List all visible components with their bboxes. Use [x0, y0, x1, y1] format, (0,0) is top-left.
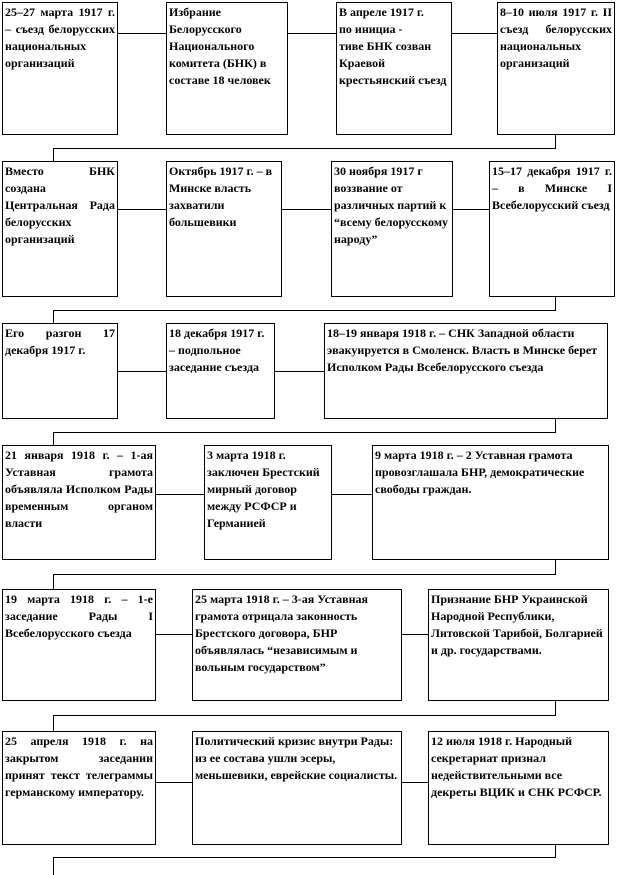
connector-r1-2 — [288, 33, 336, 34]
event-box-all-belarusian-congress: 15–17 декабря 1917 г. – в Минске I Всебелорусский съезд — [489, 161, 615, 297]
event-box-third-charter: 25 марта 1918 г. – 3-ая Уставная грамота отрицала законность Брестского договора, БНР объявлялась “независимым и вольным государством” — [192, 589, 402, 701]
connector-r3-1 — [118, 371, 166, 372]
event-box-appeal: 30 ноября 1917 г воззвание от различных партий к “всему белорусскому народу” — [331, 161, 453, 297]
connector-r2-2 — [282, 209, 331, 210]
row-link-4-down — [555, 560, 556, 574]
connector-r2-3 — [453, 209, 489, 210]
connector-r5-1 — [156, 634, 192, 635]
event-box-1917-07-congress: 8–10 июля 1917 г. II съезд белорусских национальных организаций — [497, 2, 615, 135]
row-link-2-down — [555, 297, 556, 310]
row-link-1-down — [555, 135, 556, 148]
row-link-6-across — [53, 857, 556, 858]
event-box-underground-session: 18 декабря 1917 г. – подпольное заседание съезда — [166, 323, 275, 419]
event-box-1917-03-congress: 25–27 марта 1917 г. – съезд белорусских национальных организаций — [2, 2, 118, 135]
row-link-1-across — [53, 148, 556, 149]
connector-r1-1 — [118, 33, 166, 34]
event-box-snk-evacuation: 18–19 января 1918 г. – СНК Западной области эвакуируется в Смоленск. Власть в Минске берет Исполком Рады Всебелорусского съезда — [324, 323, 608, 419]
connector-r4-1 — [156, 494, 204, 495]
event-box-central-rada: Вместо БНК создана Центральная Рада белорусских организаций — [2, 161, 118, 297]
row-link-5-up — [53, 715, 54, 731]
row-link-3-across — [53, 432, 556, 433]
event-box-bnk-election: Избрание Белорусского Национального комитета (БНК) в составе 18 человек — [166, 2, 288, 135]
row-link-3-down — [555, 419, 556, 432]
connector-r4-2 — [332, 494, 372, 495]
connector-r2-1 — [118, 209, 166, 210]
event-box-recognition: Признание БНР Украинской Народной Республики, Литовской Тарибой, Болгарией и др. государствами. — [428, 589, 609, 701]
connector-r6-2 — [402, 782, 428, 783]
row-link-2-up — [53, 310, 54, 323]
row-link-6-up — [53, 857, 54, 875]
row-link-6-down — [555, 845, 556, 857]
event-box-peasant-congress: В апреле 1917 г. по инициа - тиве БНК созван Краевой крестьянский съезд — [336, 2, 452, 135]
event-box-brest-treaty: 3 марта 1918 г. заключен Брестский мирный договор между РСФСР и Германией — [204, 445, 332, 560]
event-box-second-charter: 9 марта 1918 г. – 2 Уставная грамота провозглашала БНР, демократические свободы граждан. — [372, 445, 609, 560]
event-box-bolshevik-takeover: Октябрь 1917 г. – в Минске власть захватили большевики — [166, 161, 282, 297]
event-box-rada-first-session: 19 марта 1918 г. – 1-е заседание Рады I Всебелорусского съезда — [2, 589, 156, 701]
connector-r5-2 — [402, 634, 428, 635]
event-box-dispersal: Его разгон 17 декабря 1917 г. — [2, 323, 118, 419]
event-box-first-charter: 21 января 1918 г. – 1-ая Уставная грамота объявляла Исполком Рады временным органом власти — [2, 445, 156, 560]
event-box-political-crisis: Политический кризис внутри Рады: из ее состава ушли эсеры, меньшевики, еврейские социалисты. — [192, 731, 402, 845]
row-link-5-across — [53, 715, 556, 716]
row-link-5-down — [555, 701, 556, 715]
row-link-3-up — [53, 432, 54, 445]
connector-r6-1 — [156, 782, 192, 783]
event-box-decrees-invalid: 12 июля 1918 г. Народный секретариат признал недействительными все декреты ВЦИК и СНК РСФСР. — [428, 731, 609, 845]
row-link-4-across — [53, 574, 556, 575]
connector-r1-3 — [452, 33, 497, 34]
connector-r3-2 — [275, 371, 324, 372]
row-link-2-across — [53, 310, 556, 311]
row-link-4-up — [53, 574, 54, 589]
row-link-1-up — [53, 148, 54, 161]
event-box-telegram: 25 апреля 1918 г. на закрытом заседании принят текст телеграммы германскому императору. — [2, 731, 156, 845]
